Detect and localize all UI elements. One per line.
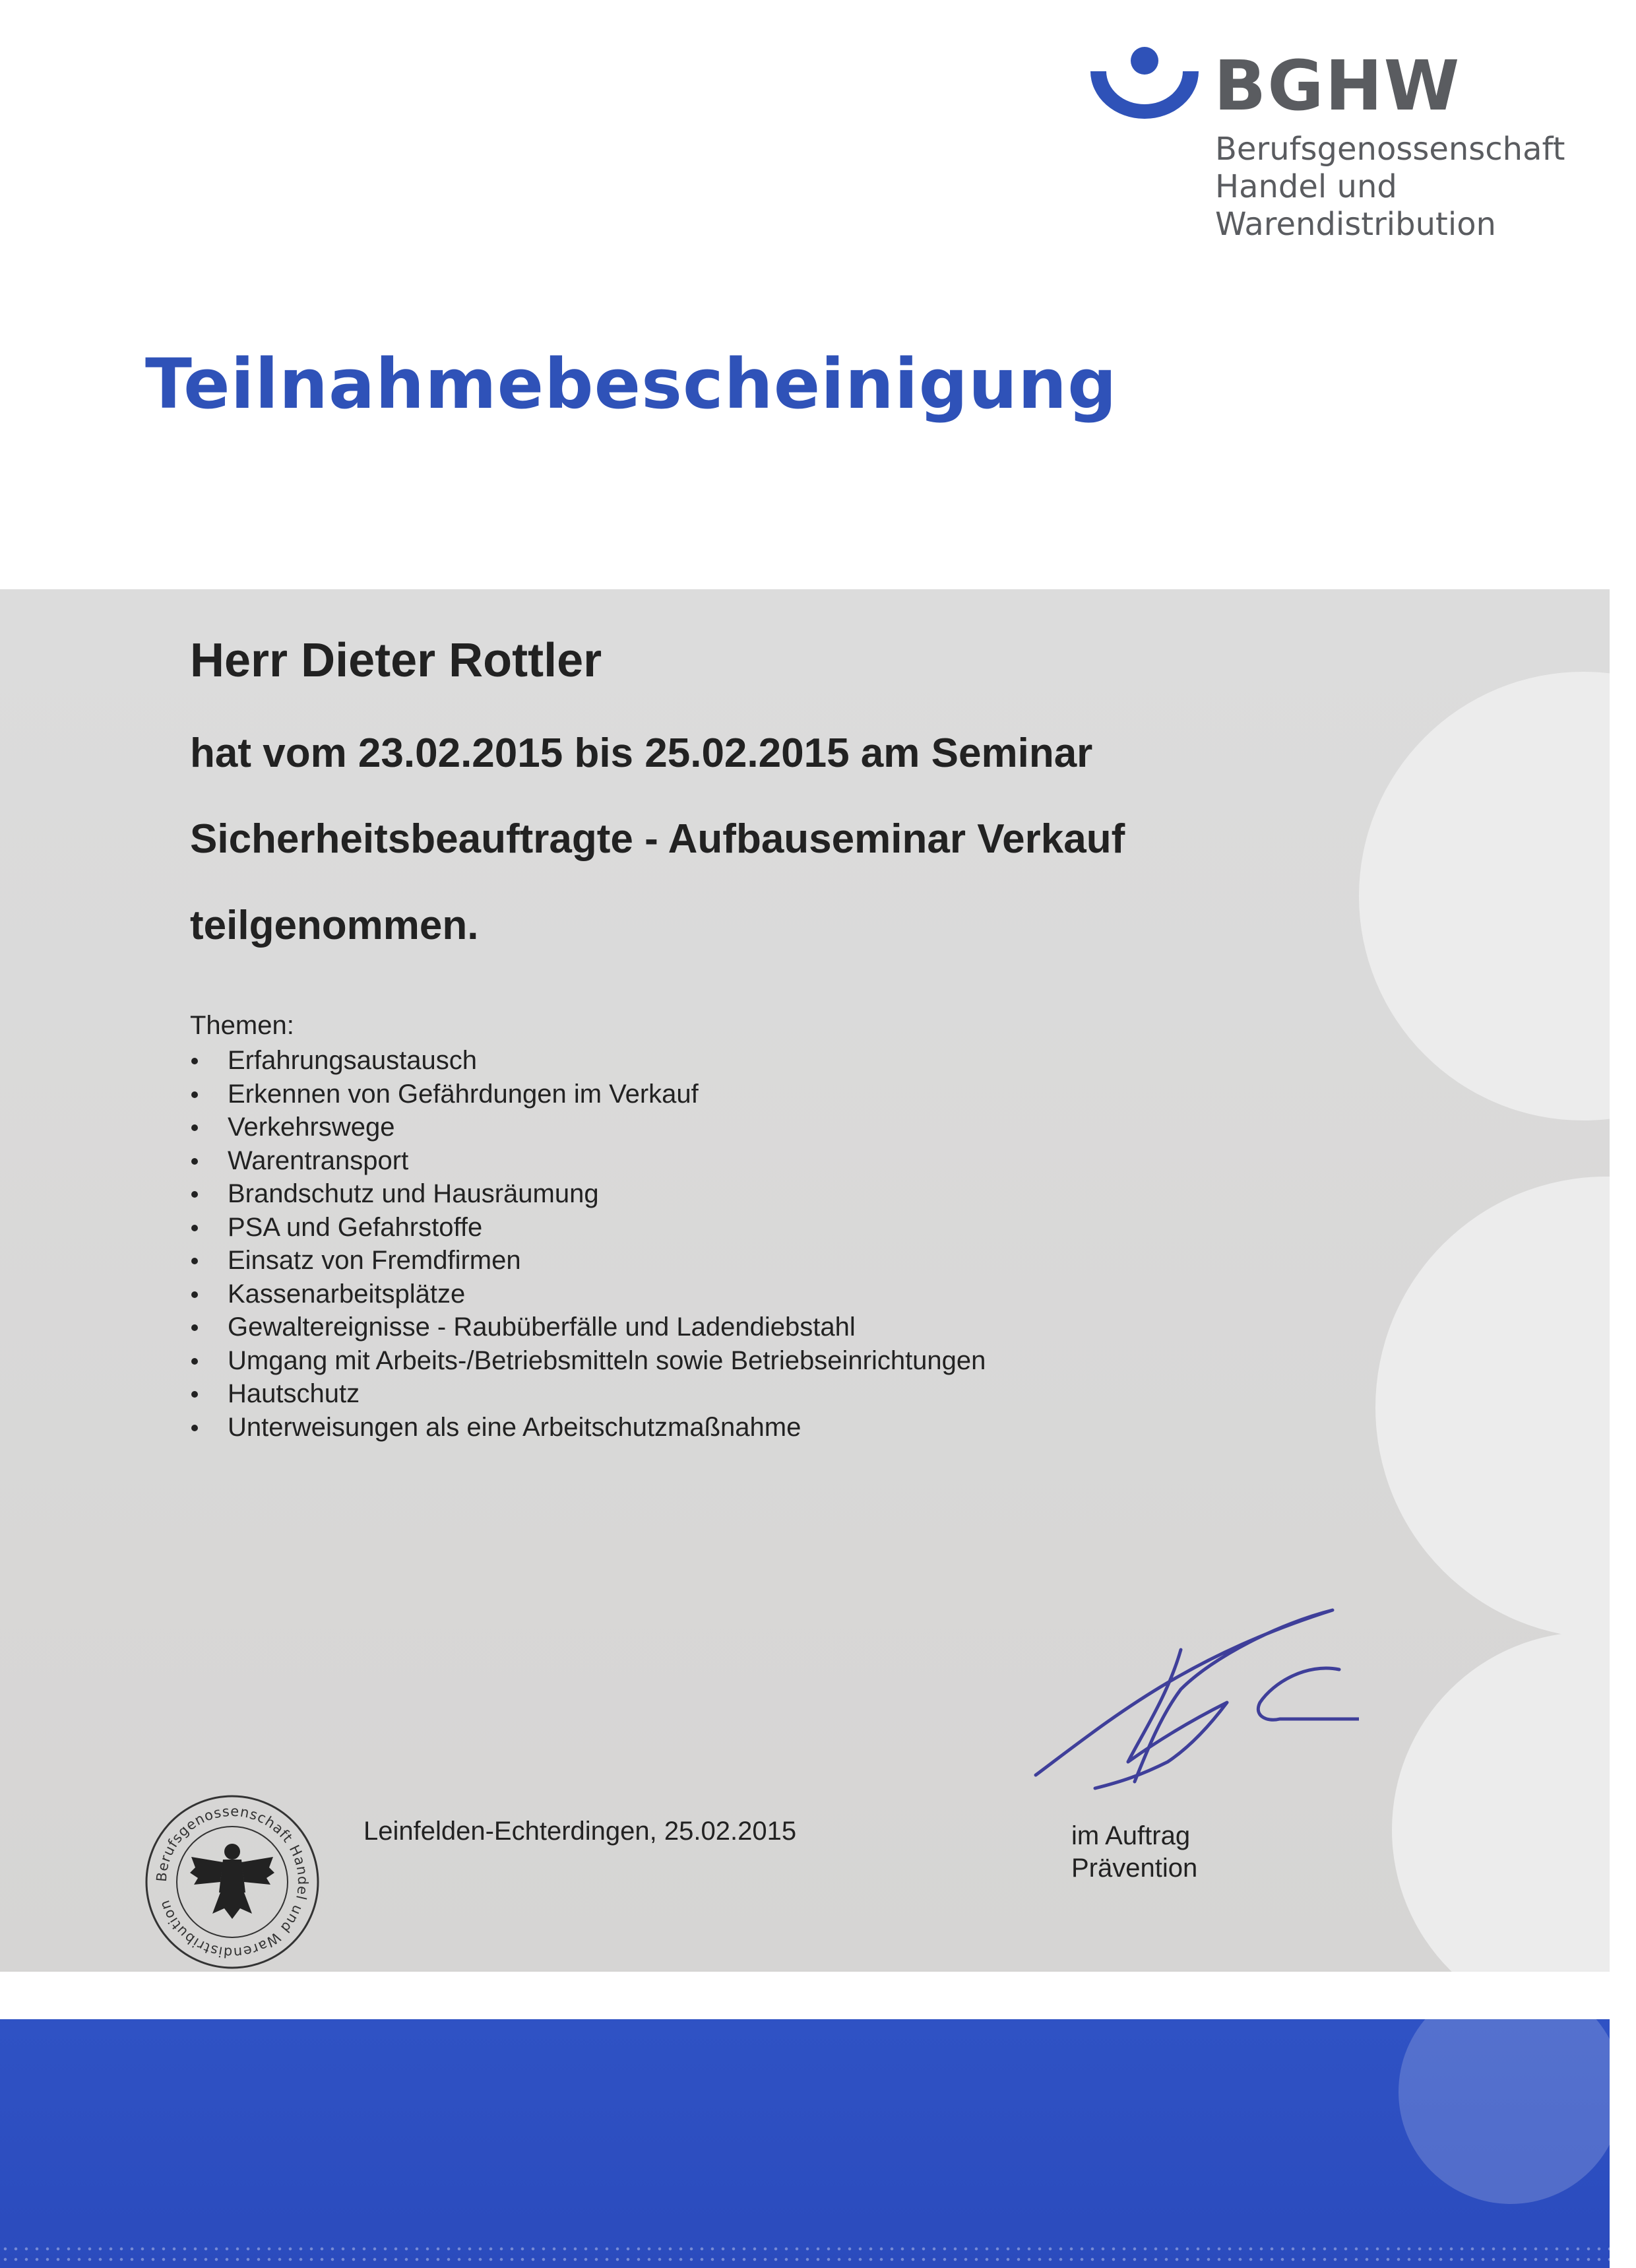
bghw-logo-icon [1085, 46, 1204, 125]
list-item: Gewaltereignisse - Raubüberfälle und Ladendiebstahl [190, 1311, 986, 1344]
eagle-seal-icon [144, 1794, 321, 1970]
footer-dot-pattern [0, 2244, 1610, 2268]
statement-end: teilgenommen. [190, 903, 479, 948]
signatory-line-1: im Auftrag [1071, 1821, 1191, 1850]
list-item: Warentransport [190, 1144, 986, 1178]
signature-icon [1016, 1584, 1359, 1801]
seal-text: Berufsgenossenschaft Handel und Warendistribution [153, 1803, 311, 1961]
list-item: Verkehrswege [190, 1111, 986, 1144]
decorative-circle [1399, 2019, 1610, 2204]
signatory-role [1071, 1820, 1197, 1885]
org-name-line-1: Berufsgenossenschaft [1215, 131, 1565, 168]
list-item: PSA und Gefahrstoffe [190, 1211, 986, 1245]
list-item: Erfahrungsaustausch [190, 1044, 986, 1078]
list-item: Hautschutz [190, 1377, 986, 1411]
list-item: Kassenarbeitsplätze [190, 1278, 986, 1311]
org-abbreviation: BGHW [1214, 46, 1461, 126]
decorative-circle [1359, 672, 1610, 1120]
decorative-circle [1375, 1177, 1610, 1638]
topics-label: Themen: [190, 1011, 294, 1040]
list-item: Einsatz von Fremdfirmen [190, 1244, 986, 1278]
org-name-line-3: Warendistribution [1215, 206, 1496, 243]
list-item: Erkennen von Gefährdungen im Verkauf [190, 1078, 986, 1111]
topics-list [190, 1044, 986, 1444]
recipient-name: Herr Dieter Rottler [190, 634, 602, 687]
seminar-name: Sicherheitsbeauftragte - Aufbauseminar Verkauf [190, 816, 1125, 862]
list-item: Umgang mit Arbeits-/Betriebsmitteln sowie Betriebseinrichtungen [190, 1344, 986, 1378]
document-title: Teilnahmebescheinigung [145, 344, 1117, 424]
signatory-line-2: Prävention [1071, 1854, 1198, 1883]
org-full-name [1215, 131, 1565, 243]
list-item: Brandschutz und Hausräumung [190, 1177, 986, 1211]
decorative-circle [1392, 1632, 1610, 1972]
place-date: Leinfelden-Echterdingen, 25.02.2015 [363, 1817, 797, 1846]
footer-band [0, 2019, 1610, 2268]
org-name-line-2: Handel und [1215, 168, 1397, 205]
list-item: Unterweisungen als eine Arbeitschutzmaßnahme [190, 1411, 986, 1444]
statement-dates: hat vom 23.02.2015 bis 25.02.2015 am Seminar [190, 730, 1093, 776]
